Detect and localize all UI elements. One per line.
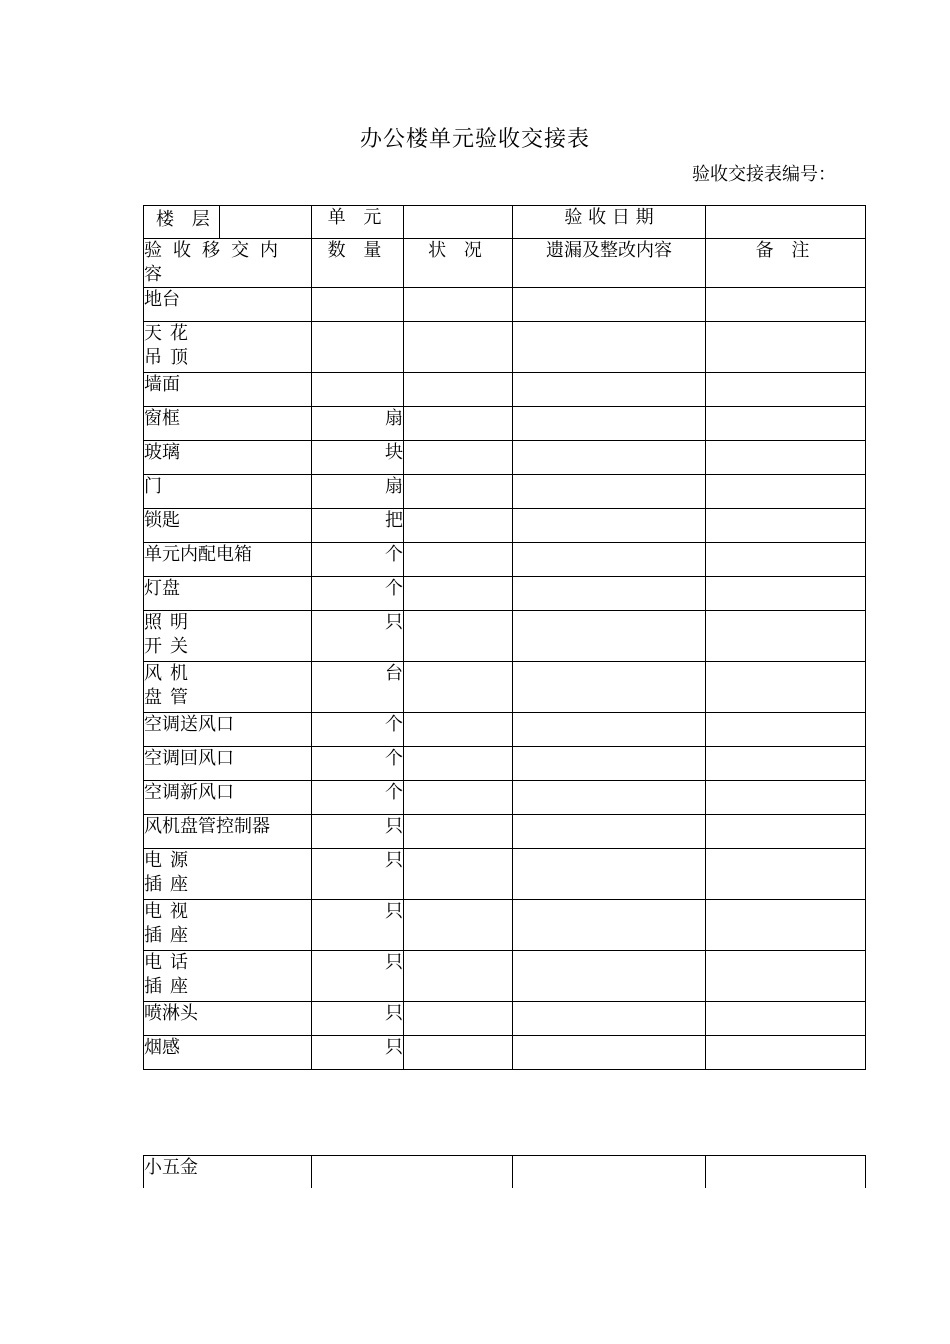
item-cell xyxy=(144,1002,312,1036)
table-row xyxy=(144,1036,866,1070)
item-cell xyxy=(144,577,312,611)
item-cell xyxy=(144,815,312,849)
item-label: 空调送风口 xyxy=(144,714,234,735)
qty-unit-cell: 个 xyxy=(312,713,404,747)
table-row xyxy=(144,475,866,509)
item-cell: 小五金 xyxy=(144,1156,312,1189)
qty-unit-cell: 个 xyxy=(312,577,404,611)
table-row xyxy=(144,815,866,849)
missing-cell[interactable] xyxy=(513,849,706,900)
status-cell[interactable] xyxy=(404,577,513,611)
remarks-cell[interactable] xyxy=(706,662,866,713)
item-label: 空调新风口 xyxy=(144,782,234,803)
status-cell[interactable] xyxy=(404,849,513,900)
missing-cell[interactable] xyxy=(513,441,706,475)
missing-header xyxy=(513,239,706,288)
qty-header xyxy=(312,239,404,288)
table-row xyxy=(144,747,866,781)
status-header-text: 状 况 xyxy=(428,240,488,261)
table-row xyxy=(144,781,866,815)
missing-cell[interactable] xyxy=(513,611,706,662)
table-row xyxy=(144,322,866,373)
table-row xyxy=(144,373,866,407)
item-label: 风机盘管 xyxy=(144,663,196,708)
item-cell xyxy=(144,849,312,900)
remarks-cell[interactable] xyxy=(706,373,866,407)
missing-cell[interactable] xyxy=(513,781,706,815)
table-row xyxy=(144,509,866,543)
table-row xyxy=(144,713,866,747)
remarks-cell[interactable] xyxy=(706,509,866,543)
status-cell[interactable] xyxy=(404,441,513,475)
item-label: 玻璃 xyxy=(144,442,180,463)
item-cell xyxy=(144,747,312,781)
table-row xyxy=(144,407,866,441)
remarks-cell[interactable] xyxy=(706,611,866,662)
status-cell[interactable] xyxy=(404,475,513,509)
item-label: 照明开关 xyxy=(144,612,196,657)
qty-unit-cell: 只 xyxy=(312,1036,404,1070)
missing-cell[interactable] xyxy=(513,747,706,781)
content-header xyxy=(144,239,312,288)
status-cell[interactable] xyxy=(404,951,513,1002)
qty-unit-cell: 扇 xyxy=(312,475,404,509)
remarks-cell[interactable] xyxy=(706,713,866,747)
item-cell xyxy=(144,662,312,713)
remarks-cell[interactable] xyxy=(706,900,866,951)
header-row-floor xyxy=(144,206,866,239)
item-cell xyxy=(144,322,312,373)
remarks-cell[interactable] xyxy=(706,543,866,577)
table-row xyxy=(144,1156,866,1189)
remarks-cell[interactable] xyxy=(706,1156,866,1189)
unit-label-cell xyxy=(312,206,404,239)
table-row xyxy=(144,900,866,951)
status-cell[interactable] xyxy=(404,662,513,713)
item-cell xyxy=(144,900,312,951)
qty-unit-cell xyxy=(312,373,404,407)
item-cell xyxy=(144,407,312,441)
remarks-cell[interactable] xyxy=(706,1036,866,1070)
unit-value-cell[interactable] xyxy=(404,206,513,239)
status-cell[interactable] xyxy=(404,288,513,322)
missing-cell[interactable] xyxy=(513,543,706,577)
missing-cell[interactable] xyxy=(513,322,706,373)
qty-unit-cell xyxy=(312,288,404,322)
status-header xyxy=(404,239,513,288)
status-cell[interactable] xyxy=(404,781,513,815)
remarks-cell[interactable] xyxy=(706,288,866,322)
qty-unit-cell: 扇 xyxy=(312,407,404,441)
qty-header-text: 数 量 xyxy=(327,240,388,261)
table-row xyxy=(144,951,866,1002)
floor-divider xyxy=(219,206,220,238)
unit-label: 单 元 xyxy=(327,207,388,228)
qty-unit-cell: 只 xyxy=(312,849,404,900)
missing-cell[interactable] xyxy=(513,1036,706,1070)
table-row xyxy=(144,1002,866,1036)
status-cell[interactable] xyxy=(404,747,513,781)
table-row xyxy=(144,577,866,611)
date-value-cell[interactable] xyxy=(706,206,866,239)
remarks-header xyxy=(706,239,866,288)
acceptance-table xyxy=(143,205,866,1070)
remarks-cell[interactable] xyxy=(706,951,866,1002)
status-cell[interactable] xyxy=(404,713,513,747)
qty-unit-cell xyxy=(312,322,404,373)
item-cell xyxy=(144,781,312,815)
missing-cell[interactable] xyxy=(513,577,706,611)
status-cell[interactable] xyxy=(404,815,513,849)
status-cell[interactable] xyxy=(404,1002,513,1036)
qty-unit-cell: 只 xyxy=(312,951,404,1002)
remarks-header-text: 备 注 xyxy=(755,240,816,261)
missing-cell[interactable] xyxy=(513,475,706,509)
item-label: 天花吊顶 xyxy=(144,323,196,368)
status-cell[interactable] xyxy=(404,407,513,441)
item-label: 空调回风口 xyxy=(144,748,234,769)
qty-unit-cell: 个 xyxy=(312,747,404,781)
remarks-cell[interactable] xyxy=(706,815,866,849)
item-cell xyxy=(144,611,312,662)
remarks-cell[interactable] xyxy=(706,577,866,611)
item-label: 风机盘管控制器 xyxy=(144,816,270,837)
item-label: 锁匙 xyxy=(144,510,180,531)
table-row xyxy=(144,611,866,662)
missing-cell[interactable] xyxy=(513,1156,706,1189)
missing-cell[interactable] xyxy=(513,288,706,322)
remarks-cell[interactable] xyxy=(706,849,866,900)
status-cell[interactable] xyxy=(404,1036,513,1070)
item-cell xyxy=(144,509,312,543)
item-label: 单元内配电箱 xyxy=(144,544,252,565)
qty-unit-cell: 个 xyxy=(312,781,404,815)
missing-header-text: 遗漏及整改内容 xyxy=(546,240,672,261)
content-header-text: 验收移交内容 xyxy=(144,240,289,285)
missing-cell[interactable] xyxy=(513,407,706,441)
item-cell xyxy=(144,475,312,509)
remarks-cell[interactable] xyxy=(706,747,866,781)
qty-unit-cell: 只 xyxy=(312,815,404,849)
item-cell xyxy=(144,1036,312,1070)
status-cell[interactable] xyxy=(404,509,513,543)
table-row xyxy=(144,441,866,475)
page-title: 办公楼单元验收交接表 xyxy=(359,127,590,152)
missing-cell[interactable] xyxy=(513,900,706,951)
item-cell xyxy=(144,441,312,475)
item-label: 灯盘 xyxy=(144,578,180,599)
item-cell xyxy=(144,288,312,322)
qty-unit-cell: 块 xyxy=(312,441,404,475)
table-row xyxy=(144,543,866,577)
item-label: 窗框 xyxy=(144,408,180,429)
status-cell[interactable] xyxy=(404,900,513,951)
qty-unit-cell: 个 xyxy=(312,543,404,577)
remarks-cell[interactable] xyxy=(706,322,866,373)
remarks-cell[interactable] xyxy=(706,407,866,441)
status-cell[interactable] xyxy=(404,611,513,662)
remarks-cell[interactable] xyxy=(706,781,866,815)
missing-cell[interactable] xyxy=(513,509,706,543)
item-cell xyxy=(144,951,312,1002)
remarks-cell[interactable] xyxy=(706,441,866,475)
item-label: 电视插座 xyxy=(144,901,196,946)
missing-cell[interactable] xyxy=(513,713,706,747)
remarks-cell[interactable] xyxy=(706,475,866,509)
missing-cell[interactable] xyxy=(513,373,706,407)
remarks-cell[interactable] xyxy=(706,1002,866,1036)
qty-unit-cell: 台 xyxy=(312,662,404,713)
item-label: 电话插座 xyxy=(144,952,196,997)
item-cell xyxy=(144,543,312,577)
date-label: 验 收 日 期 xyxy=(564,207,654,228)
continuation-table xyxy=(143,1155,866,1188)
header-row-columns xyxy=(144,239,866,288)
item-label: 电源插座 xyxy=(144,850,196,895)
qty-unit-cell: 把 xyxy=(312,509,404,543)
floor-cell xyxy=(144,206,312,239)
item-cell xyxy=(144,713,312,747)
status-cell[interactable] xyxy=(404,373,513,407)
table-row xyxy=(144,288,866,322)
qty-unit-cell: 只 xyxy=(312,611,404,662)
missing-cell[interactable] xyxy=(513,662,706,713)
missing-cell[interactable] xyxy=(513,951,706,1002)
date-label-cell xyxy=(513,206,706,239)
item-label: 墙面 xyxy=(144,374,180,395)
item-label: 烟感 xyxy=(144,1037,180,1058)
qty-unit-cell: 只 xyxy=(312,900,404,951)
table-row xyxy=(144,662,866,713)
item-cell xyxy=(144,373,312,407)
item-label: 地台 xyxy=(144,289,180,310)
qty-unit-cell: 只 xyxy=(312,1002,404,1036)
table-row xyxy=(144,849,866,900)
missing-cell[interactable] xyxy=(513,815,706,849)
serial-number-label: 验收交接表编号： xyxy=(692,164,836,185)
qty-status-cell[interactable] xyxy=(312,1156,513,1189)
item-label: 门 xyxy=(144,476,162,497)
status-cell[interactable] xyxy=(404,543,513,577)
missing-cell[interactable] xyxy=(513,1002,706,1036)
status-cell[interactable] xyxy=(404,322,513,373)
floor-label: 楼 层 xyxy=(156,209,216,230)
item-label: 喷淋头 xyxy=(144,1003,198,1024)
